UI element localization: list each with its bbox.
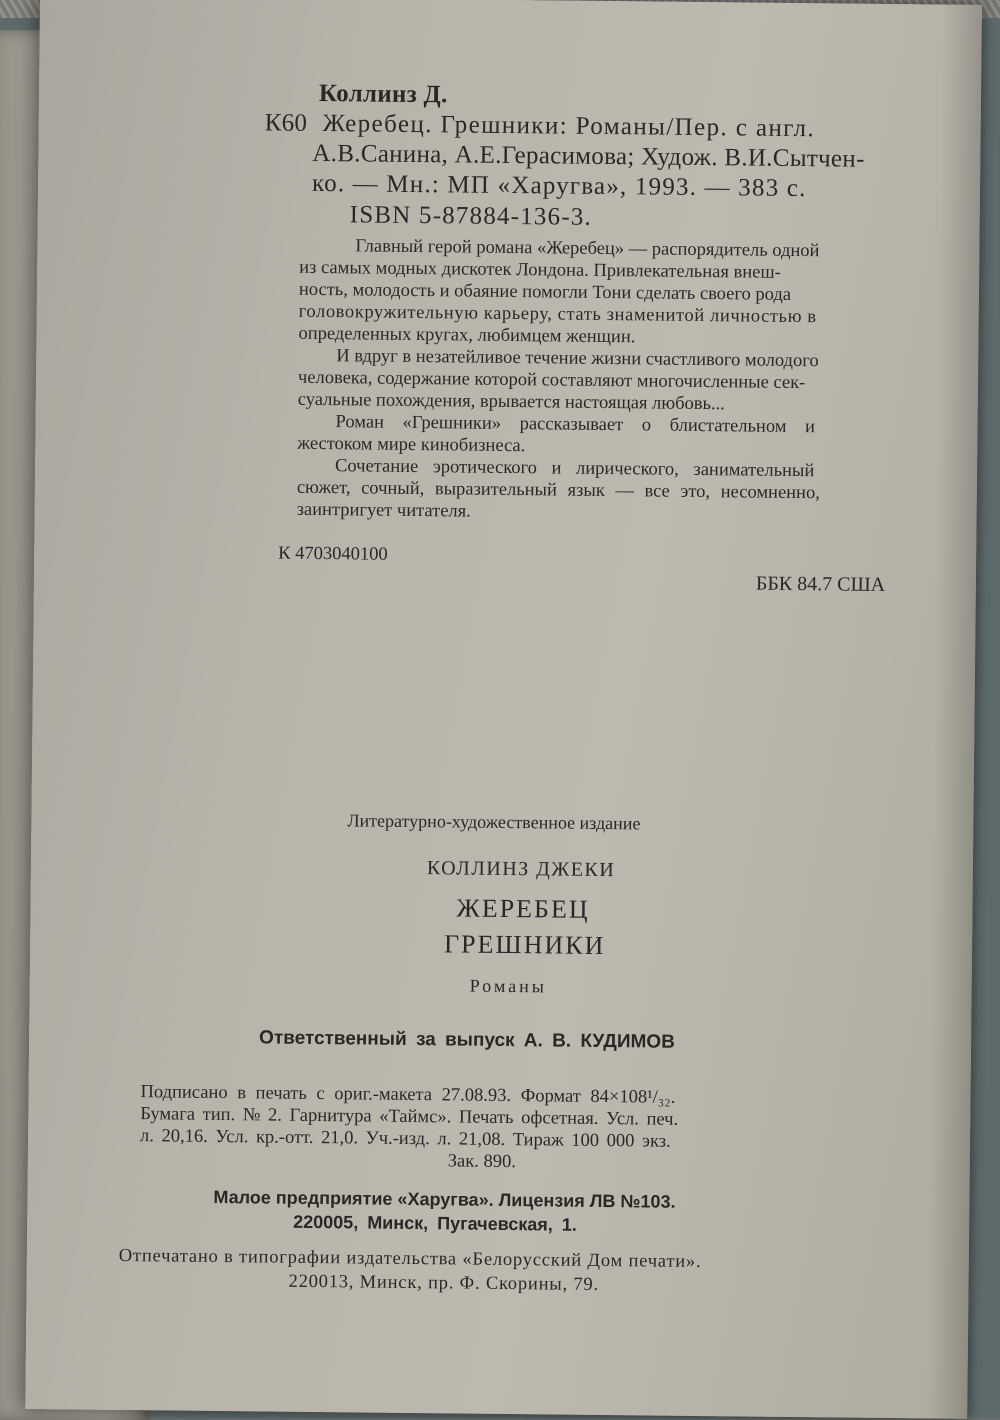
- annotation-line: жестоком мире кинобизнеса.: [297, 433, 526, 457]
- annotation-line: И вдруг в незатейливое течение жизни счастливого молодого: [336, 346, 819, 372]
- annotation-line: суальные похождения, врывается настоящая любовь...: [297, 389, 725, 415]
- colophon-title-1: ЖЕРЕБЕЦ: [456, 893, 590, 924]
- printer-address: 220013, Минск, пр. Ф. Скорины, 79.: [288, 1271, 600, 1295]
- annotation-line: определенных кругах, любимцем женщин.: [298, 323, 636, 348]
- printer-line: Отпечатано в типографии издательства «Белорусский Дом печати».: [118, 1245, 702, 1273]
- annotation-line: сюжет, сочный, выразительный язык — все это, несомненно,: [296, 477, 820, 504]
- annotation-line: Сочетание эротического и лирического, занимательный: [335, 456, 815, 482]
- annotation-line: ность, молодость и обаяние помогли Тони сделать своего рода: [298, 279, 792, 305]
- annotation-line: из самых модных дискотек Лондона. Привлекательная внеш-: [299, 257, 781, 283]
- publisher-line: Малое предприятие «Харугва». Лицензия ЛВ №103.: [213, 1186, 676, 1212]
- catalog-author-heading: Коллинз Д.: [318, 79, 448, 109]
- annotation-line: Главный герой романа «Жеребец» — распорядитель одной: [355, 236, 820, 262]
- colophon-genre: Романы: [469, 975, 547, 997]
- annotation-line: заинтригует читателя.: [296, 499, 471, 522]
- edition-type: Литературно-художественное издание: [347, 810, 641, 834]
- catalog-line: Жеребец. Грешники: Романы/Пер. с англ.: [322, 110, 816, 143]
- imprint-page: [25, 0, 982, 1419]
- publisher-address: 220005, Минск, Пугачевская, 1.: [293, 1211, 577, 1235]
- catalog-isbn: ISBN 5-87884-136-3.: [349, 201, 593, 231]
- print-detail-line: Подписано в печать с ориг.-макета 27.08.93. Формат 84×108¹/₃₂.: [140, 1082, 676, 1108]
- colophon-title-2: ГРЕШНИКИ: [443, 929, 606, 961]
- print-detail-line: Бумага тип. № 2. Гарнитура «Таймс». Печать офсетная. Усл. печ.: [140, 1104, 679, 1130]
- catalog-code: К60: [264, 109, 308, 137]
- print-detail-line: л. 20,16. Усл. кр.-отт. 21,0. Уч.-изд. л. 21,08. Тираж 100 000 экз.: [139, 1126, 671, 1152]
- bbk-code: ББК 84.7 США: [755, 572, 886, 596]
- annotation-line: Роман «Грешники» рассказывает о блистательном и: [335, 412, 816, 438]
- index-code: К 4703040100: [278, 543, 388, 565]
- print-detail-line: Зак. 890.: [447, 1151, 517, 1173]
- annotation-line: человека, содержание которой составляют многочисленные сек-: [297, 367, 806, 394]
- catalog-line: ко. — Мн.: МП «Харугва», 1993. — 383 с.: [311, 169, 807, 203]
- colophon-author: КОЛЛИНЗ ДЖЕКИ: [426, 857, 616, 882]
- annotation-line: головокружительную карьеру, стать знаменитой личностью в: [298, 301, 817, 328]
- catalog-line: А.В.Санина, А.Е.Герасимова; Худож. В.И.Сытчен-: [312, 139, 865, 173]
- responsible-editor: Ответственный за выпуск А. В. КУДИМОВ: [259, 1027, 675, 1053]
